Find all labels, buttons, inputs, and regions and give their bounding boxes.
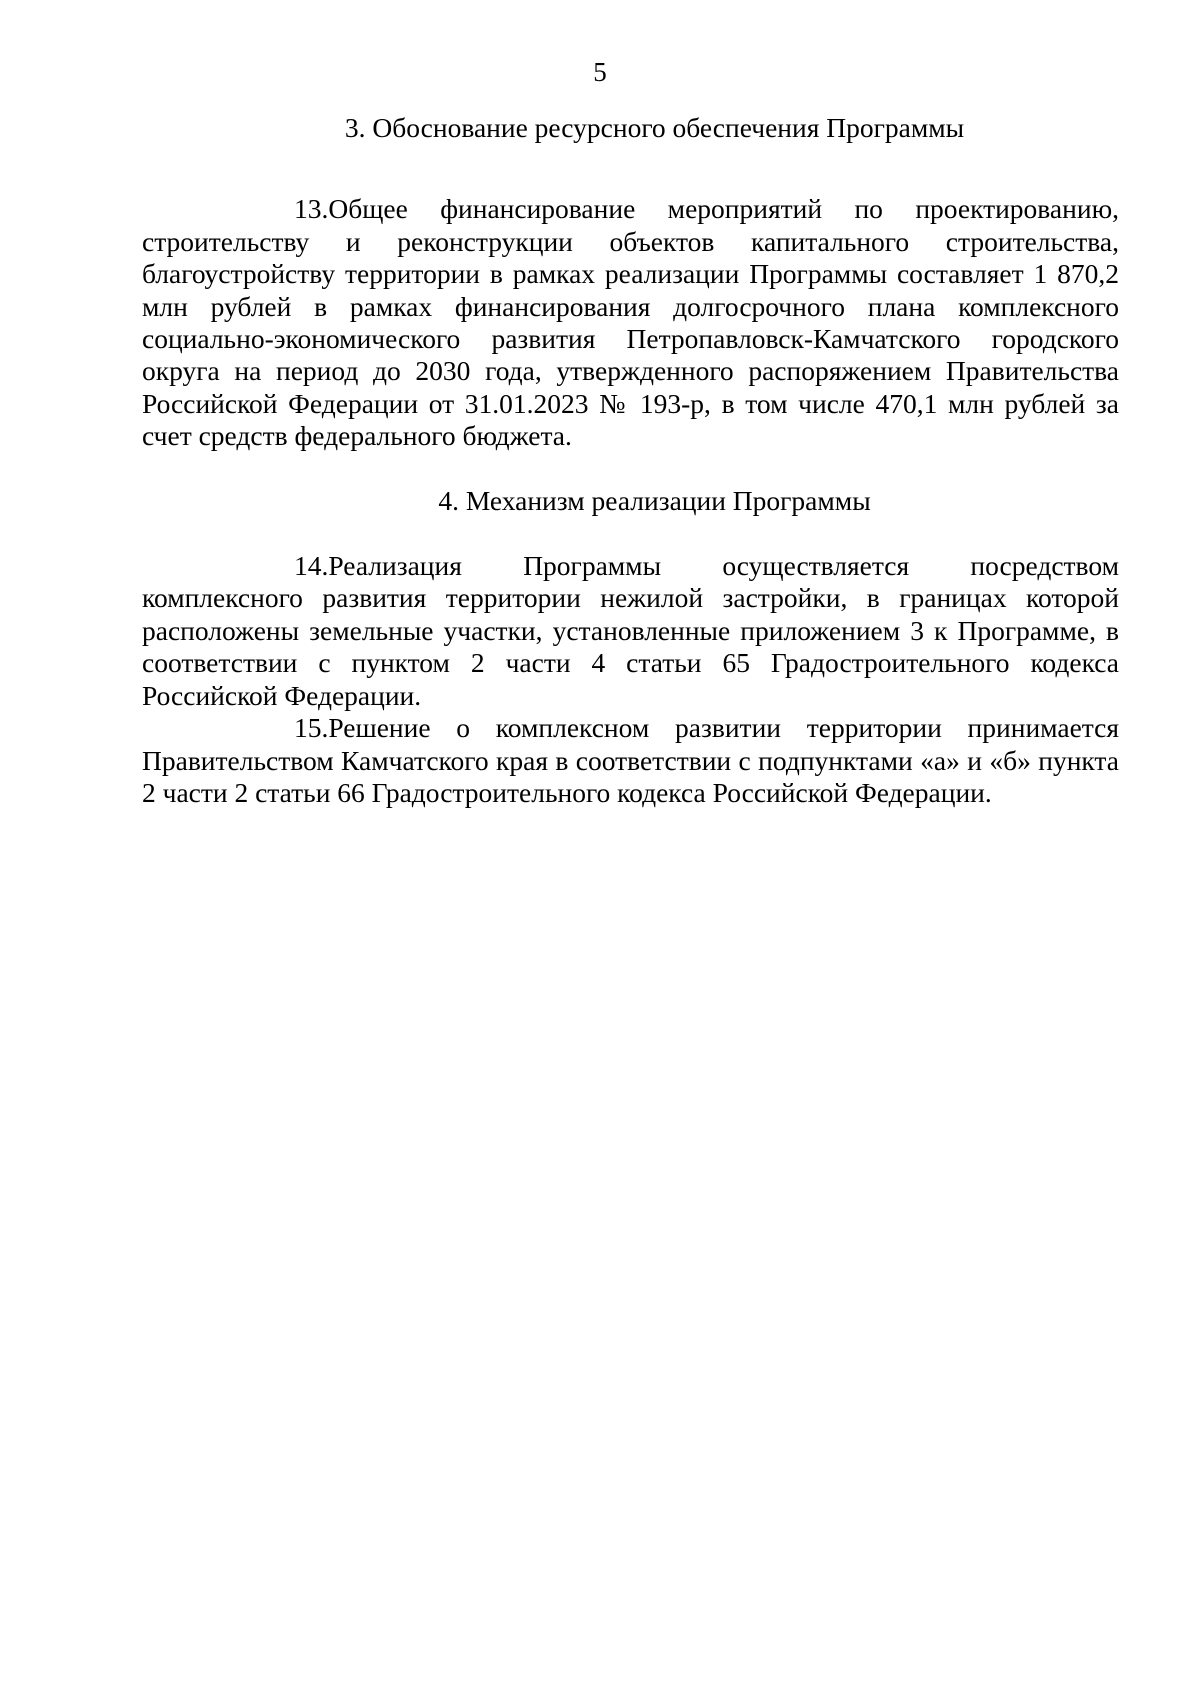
paragraph-13 — [142, 193, 1119, 452]
paragraph-text: Реализация Программы осуществляется посредством комплексного развития территории нежилой застройки, в границах которой расположены земельные участки, установленные приложением 3 к Программе, в соответствии с пунктом 2 части 4 статьи 65 Градостроительного кодекса Российской Федерации. — [142, 550, 1119, 711]
paragraph-text: Решение о комплексном развитии территории принимается Правительством Камчатского края в соответствии с подпунктами «а» и «б» пункта 2 части 2 статьи 66 Градостроительного кодекса Российской Федерации. — [142, 712, 1119, 808]
paragraph-number: 15. — [294, 712, 329, 744]
paragraph-15 — [142, 712, 1119, 809]
paragraph-text: Общее финансирование мероприятий по проектированию, строительству и реконструкции объектов капитального строительства, благоустройству территории в рамках реализации Программы составляет 1 870,2 млн рублей в рамках финансирования долгосрочного плана комплексного социально-экономического развития Петропавловск-Камчатского городского округа на период до 2030 года, утвержденного распоряжением Правительства Российской Федерации от 31.01.2023 № 193-р, в том числе 470,1 млн рублей за счет средств федерального бюджета. — [142, 193, 1119, 452]
paragraph-14 — [142, 550, 1119, 712]
paragraph-number: 14. — [294, 550, 329, 582]
paragraph-number: 13. — [294, 193, 329, 225]
section-heading-mechanism: 4. Механизм реализации Программы — [438, 484, 871, 516]
page-number: 5 — [593, 57, 607, 87]
section-heading-resources: 3. Обоснование ресурсного обеспечения Программы — [344, 112, 965, 143]
document-body — [142, 112, 1119, 809]
